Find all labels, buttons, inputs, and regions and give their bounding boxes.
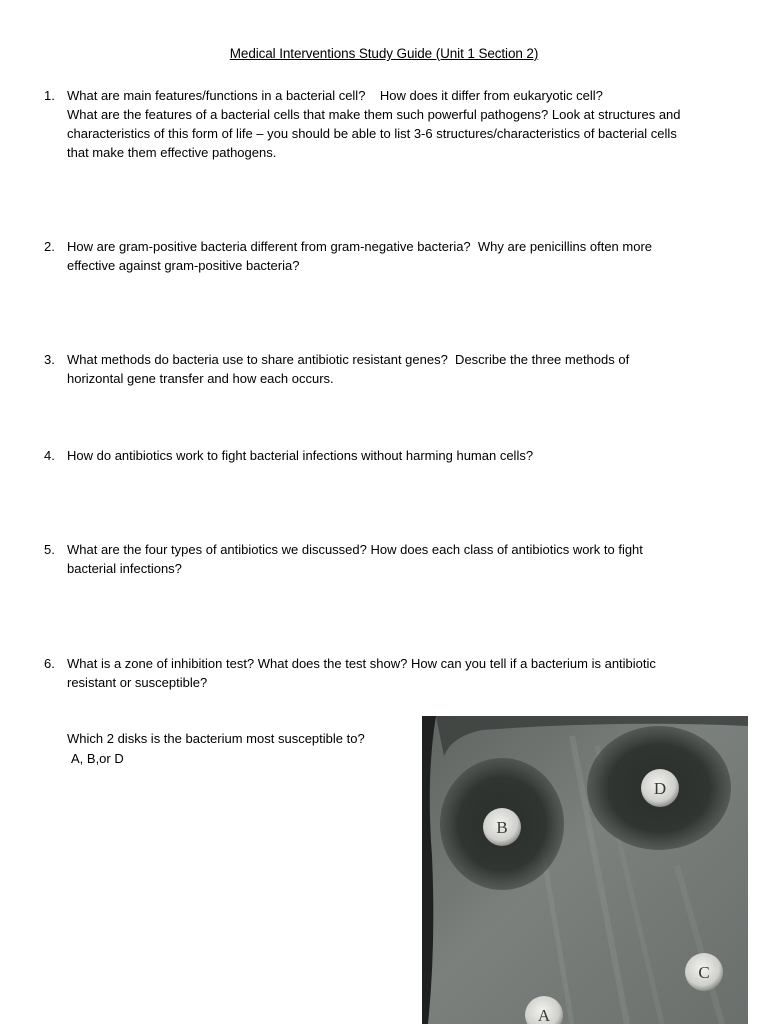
question-5 [36,540,736,578]
question-3 [36,350,736,388]
disk-label-c: C [698,963,710,982]
question-2 [36,237,736,275]
question-text-line: What are main features/functions in a bacterial cell? How does it differ from eukaryotic cell? [67,88,603,103]
petri-dish-image [422,716,748,1024]
zone-of-inhibition-photo [422,716,748,1024]
question-number: 5. [44,542,55,557]
question-text-line: that make them effective pathogens. [67,145,277,160]
question-text-line: horizontal gene transfer and how each occurs. [67,371,334,386]
question-text-line: What are the four types of antibiotics we discussed? How does each class of antibiotics work to fight [67,542,643,557]
question-number: 3. [44,352,55,367]
question-number: 4. [44,448,55,463]
question-text-line: What methods do bacteria use to share antibiotic resistant genes? Describe the three methods of [67,352,630,367]
question-text-line: bacterial infections? [67,561,182,576]
subquestion-text: Which 2 disks is the bacterium most susceptible to? [67,731,365,746]
question-number: 1. [44,88,55,103]
disk-label-d: D [653,779,667,798]
question-text-line: resistant or susceptible? [67,675,208,690]
question-text-line: characteristics of this form of life – you should be able to list 3-6 structures/characteristics of bacterial cells [67,126,677,141]
page-title: Medical Interventions Study Guide (Unit 1 Section 2) [229,46,539,61]
disk-subquestion [67,729,365,769]
question-text-line: How are gram-positive bacteria different from gram-negative bacteria? Why are penicillins often more [67,239,653,254]
question-text-line: What are the features of a bacterial cells that make them such powerful pathogens? Look at structures and [67,107,681,122]
question-1 [36,86,736,162]
disk-label-a: A [537,1006,551,1024]
question-number: 2. [44,239,55,254]
disk-label-b: B [496,818,508,837]
subquestion-options: A, B,or D [71,751,124,766]
question-text-line: effective against gram-positive bacteria? [67,258,300,273]
question-6 [36,654,736,692]
question-text-line: What is a zone of inhibition test? What does the test show? How can you tell if a bacterium is antibiotic [67,656,656,671]
question-text-line: How do antibiotics work to fight bacterial infections without harming human cells? [67,448,534,463]
question-number: 6. [44,656,55,671]
question-4 [36,446,736,465]
